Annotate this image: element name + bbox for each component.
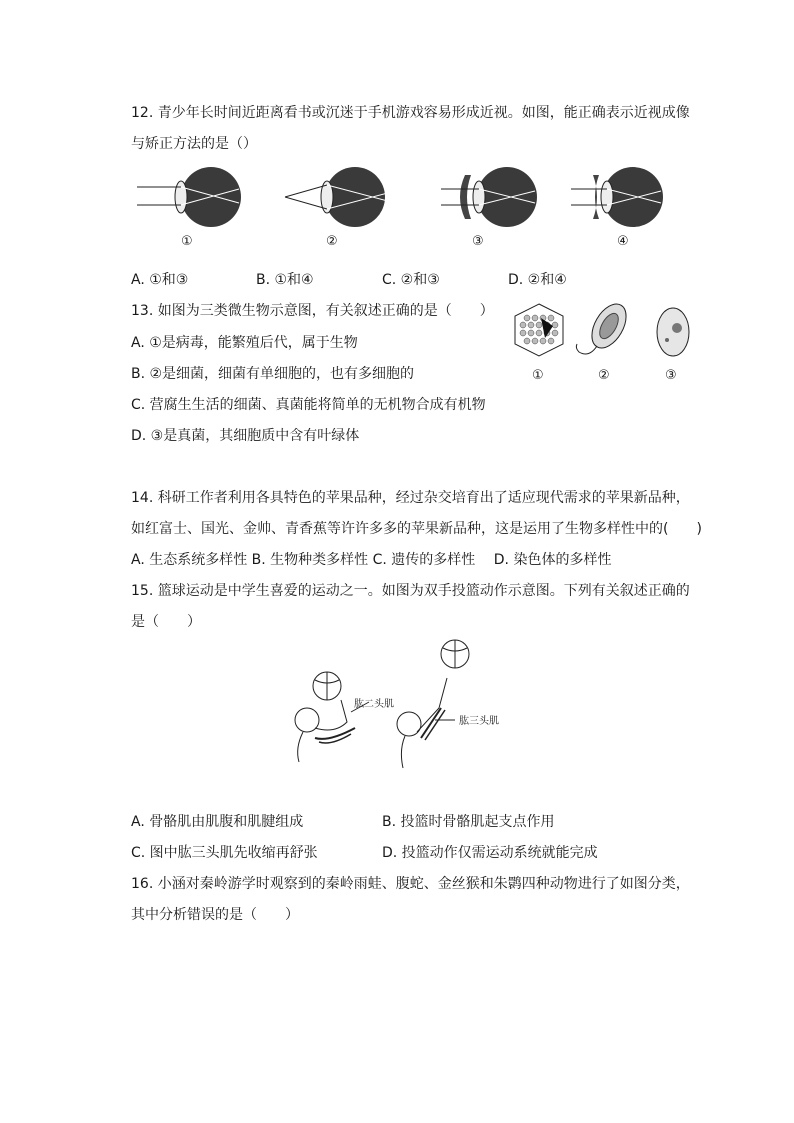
q13-option-b: B. ②是细菌，细菌有单细胞的，也有多细胞的	[131, 366, 415, 382]
eye-diagram-3	[441, 167, 537, 227]
q13-microbe-diagram	[505, 298, 705, 366]
eye-diagram-1	[137, 167, 241, 227]
q15-option-d: D. 投篮动作仅需运动系统就能完成	[382, 845, 598, 861]
q15-label-biceps: 肱二头肌	[354, 699, 394, 710]
q12-stem-line2: 与矫正方法的是（）	[131, 136, 257, 152]
q15-label-triceps: 肱三头肌	[459, 716, 499, 727]
q12-figure-label-4: ④	[617, 234, 629, 249]
q15-option-a: A. 骨骼肌由肌腹和肌腱组成	[131, 814, 304, 830]
eye-diagram-4	[571, 167, 663, 227]
q13-figure-label-3: ③	[665, 368, 677, 383]
player-left	[295, 672, 355, 762]
q12-option-b: B. ①和④	[256, 272, 314, 288]
q13-stem: 13. 如图为三类微生物示意图，有关叙述正确的是（ ）	[131, 303, 494, 319]
bacterium-diagram	[576, 298, 633, 354]
q13-option-d: D. ③是真菌，其细胞质中含有叶绿体	[131, 428, 360, 444]
player-right	[397, 640, 469, 768]
q12-eye-diagrams	[135, 163, 665, 255]
q13-option-a: A. ①是病毒，能繁殖后代，属于生物	[131, 335, 358, 351]
q12-figure-label-3: ③	[472, 234, 484, 249]
q12-stem-line1: 12. 青少年长时间近距离看书或沉迷于手机游戏容易形成近视。如图，能正确表示近视成像	[131, 105, 690, 121]
q15-basketball-figure	[285, 638, 515, 774]
eye-diagram-2	[285, 167, 403, 227]
q14-stem-line2: 如红富士、国光、金帅、青香蕉等许许多多的苹果新品种，这是运用了生物多样性中的( )	[131, 521, 702, 537]
q13-option-c: C. 营腐生生活的细菌、真菌能将简单的无机物合成有机物	[131, 397, 486, 413]
q13-figure-label-2: ②	[598, 368, 610, 383]
q15-option-b: B. 投篮时骨骼肌起支点作用	[382, 814, 555, 830]
q15-stem-line2: 是（ ）	[131, 614, 201, 630]
yeast-diagram	[657, 308, 689, 356]
q12-figure-label-1: ①	[181, 234, 193, 249]
q12-figure-label-2: ②	[326, 234, 338, 249]
q14-stem-line1: 14. 科研工作者利用各具特色的苹果品种，经过杂交培育出了适应现代需求的苹果新品种，	[131, 490, 690, 506]
q13-figure-label-1: ①	[532, 368, 544, 383]
q14-options: A. 生态系统多样性 B. 生物种类多样性 C. 遗传的多样性 D. 染色体的多样性	[131, 552, 612, 568]
q15-stem-line1: 15. 篮球运动是中学生喜爱的运动之一。如图为双手投篮动作示意图。下列有关叙述正确的	[131, 583, 690, 599]
q16-stem-line1: 16. 小涵对秦岭游学时观察到的秦岭雨蛙、腹蛇、金丝猴和朱鹮四种动物进行了如图分类，	[131, 876, 690, 892]
q12-option-d: D. ②和④	[508, 272, 567, 288]
q15-option-c: C. 图中肱三头肌先收缩再舒张	[131, 845, 318, 861]
q12-option-a: A. ①和③	[131, 272, 189, 288]
q16-stem-line2: 其中分析错误的是（ ）	[131, 907, 299, 923]
virus-diagram	[515, 304, 563, 356]
q12-option-c: C. ②和③	[382, 272, 440, 288]
